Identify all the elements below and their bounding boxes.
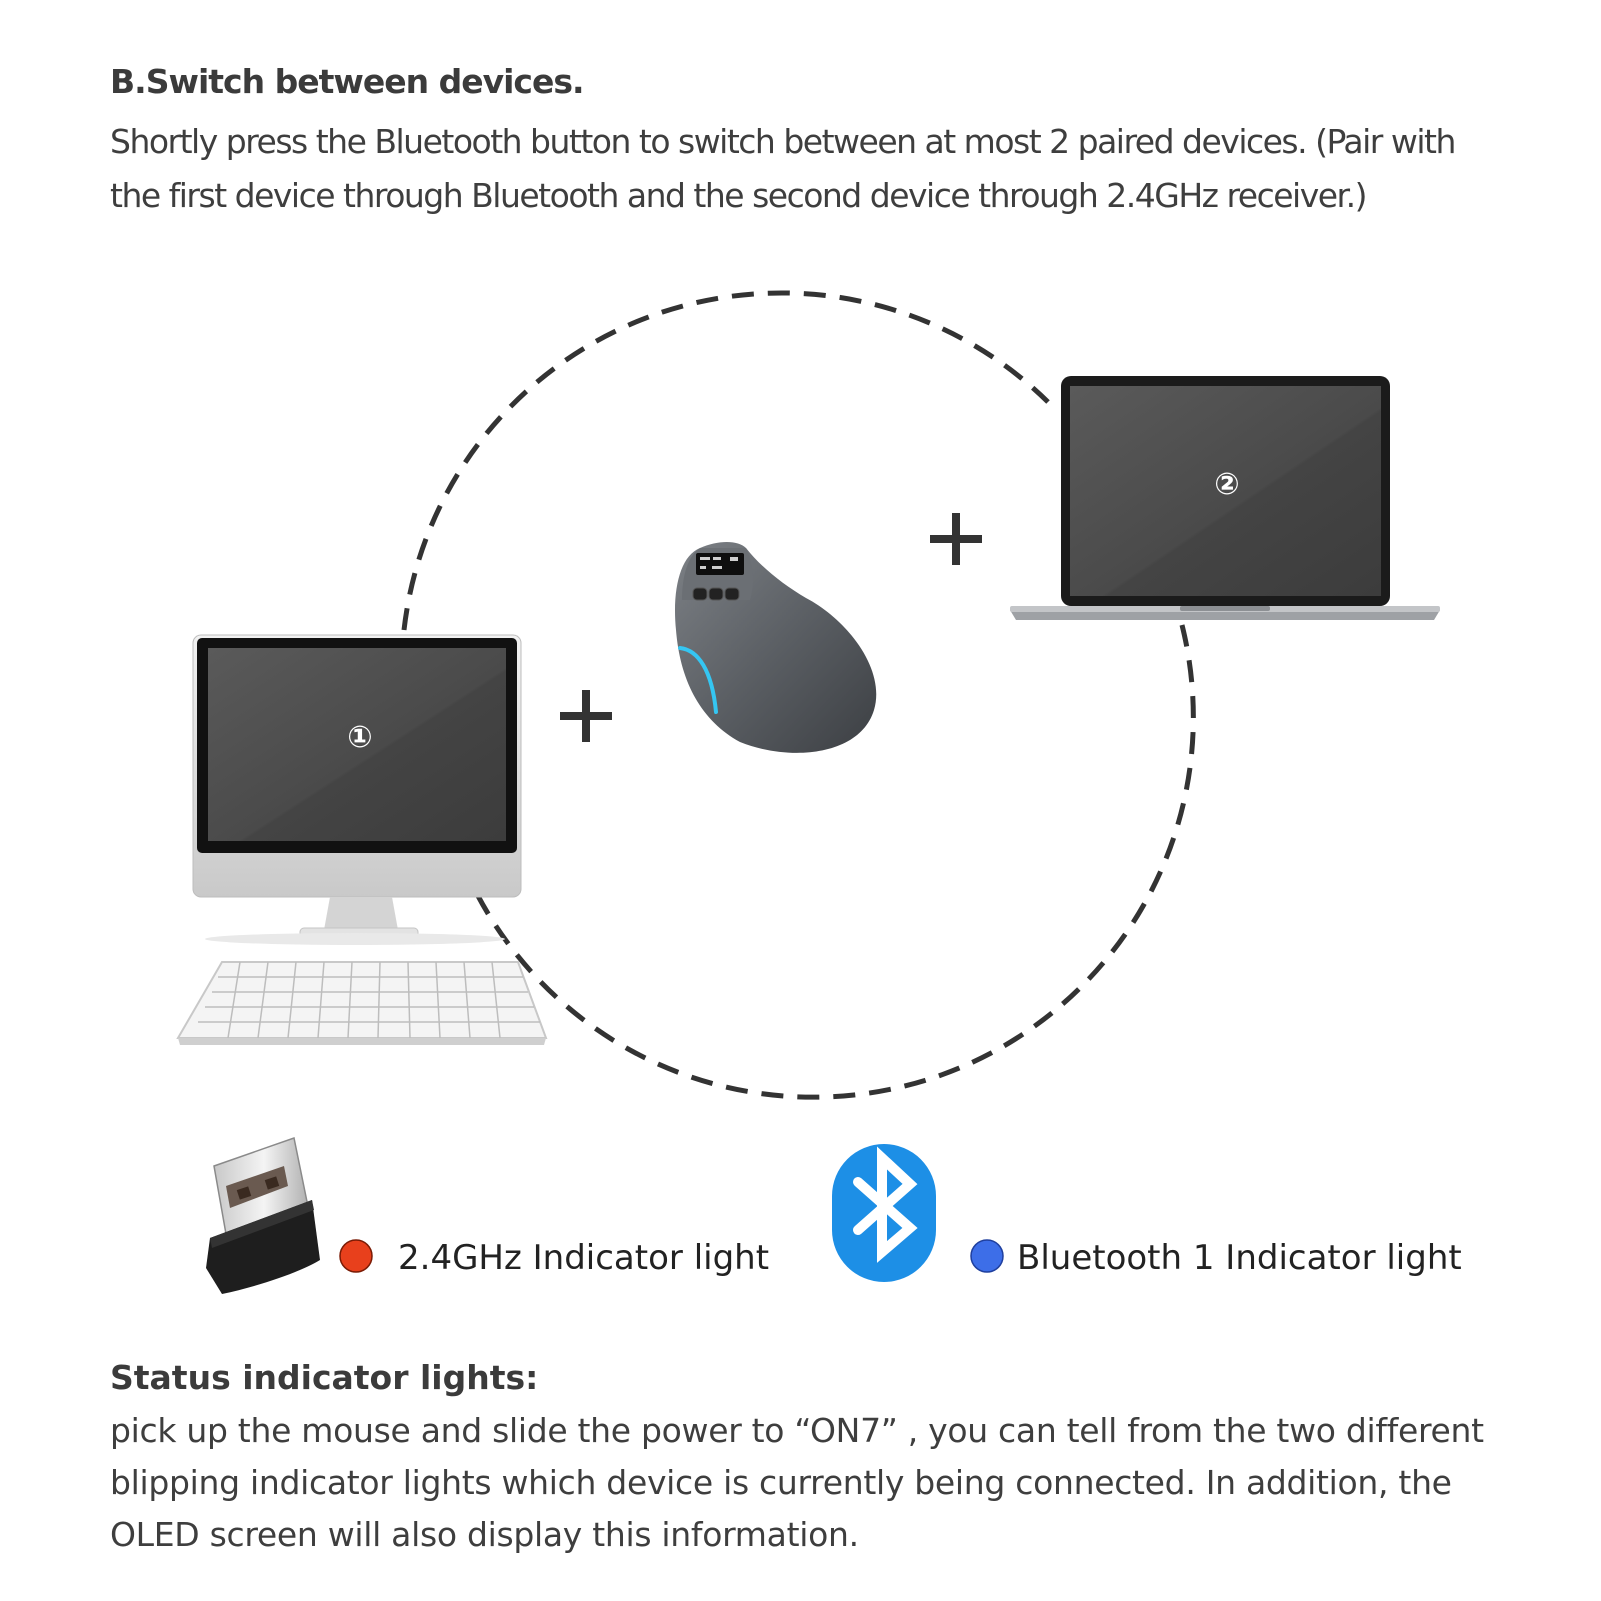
section-heading: B.Switch between devices. (110, 62, 584, 101)
legend-bluetooth (971, 1238, 1462, 1278)
receiver-indicator-label: 2.4GHz Indicator light (398, 1238, 770, 1278)
bluetooth-icon (832, 1144, 936, 1282)
plus-icon-left (560, 690, 612, 742)
vertical-mouse-icon (675, 542, 876, 753)
receiver-indicator-dot (340, 1240, 372, 1272)
legend-receiver (340, 1238, 769, 1278)
bluetooth-indicator-label: Bluetooth 1 Indicator light (1017, 1238, 1462, 1278)
plus-icon-right (930, 513, 982, 565)
badge-device-2 (1214, 467, 1239, 502)
laptop-badge-label: ② (1214, 467, 1240, 502)
status-body: pick up the mouse and slide the power to “ON7” , you can tell from the two different blipping indicator lights which device is currently being connected. In addition, the OLED screen will also display this information. (110, 1411, 1484, 1554)
badge-device-1 (347, 720, 372, 755)
keyboard-icon (178, 962, 546, 1045)
intro-text: Shortly press the Bluetooth button to switch between at most 2 paired devices. (Pair with the first device through Bluetooth and the second device through 2.4GHz receiver.) (110, 122, 1455, 215)
usb-receiver-icon (206, 1138, 320, 1294)
desktop-badge-label: ① (347, 720, 373, 755)
status-title: Status indicator lights: (110, 1358, 539, 1397)
bluetooth-indicator-dot (971, 1240, 1003, 1272)
desktop-computer-icon (193, 635, 521, 945)
